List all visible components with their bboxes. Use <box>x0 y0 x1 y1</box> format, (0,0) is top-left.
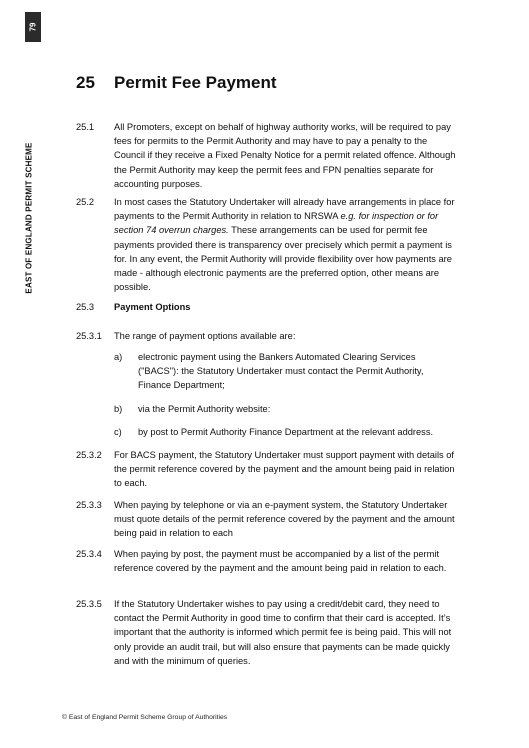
option-item-c <box>114 425 454 439</box>
subsection-title: Payment Options <box>114 302 191 312</box>
paragraph-text <box>114 195 456 294</box>
page-number: 79 <box>28 22 38 32</box>
paragraph-number: 25.3 <box>76 302 95 312</box>
paragraph-25-1 <box>76 120 456 191</box>
paragraph-text-part: In most cases the Statutory Undertaker will already have arrangements in place for payments to the Permit Authority in relation to NRSWA <box>114 197 455 222</box>
section-number: 25 <box>76 73 95 92</box>
option-item-b <box>114 402 454 416</box>
option-text: by post to Permit Authority Finance Department at the relevant address. <box>138 427 434 437</box>
paragraph-text: When paying by post, the payment must be accompanied by a list of the permit reference covered by the payment and the amount being paid in relation to each. <box>114 549 447 574</box>
paragraph-text-part: These arrangements can be used for permit fee payments provided there is transparency over precisely which permit a payment is for. In any event, the Permit Authority will provide flexibility over how payments are made - although electronic payments are the preferred option, other means are possible. <box>114 225 452 293</box>
option-letter: b) <box>114 404 123 414</box>
option-text: electronic payment using the Bankers Automated Clearing Services ("BACS"): the Statutory Undertaker must contact the Permit Authority, Finance Department; <box>138 352 424 391</box>
paragraph-25-3-5 <box>76 597 456 668</box>
option-text: via the Permit Authority website: <box>138 404 271 414</box>
option-letter: c) <box>114 427 122 437</box>
paragraph-25-2 <box>76 195 456 294</box>
paragraph-text: When paying by telephone or via an e-payment system, the Statutory Undertaker must quote details of the permit reference covered by the payment and the amount being paid in relation to each <box>114 500 455 539</box>
paragraph-25-3-4 <box>76 547 456 575</box>
paragraph-number: 25.3.5 <box>76 599 102 609</box>
paragraph-text-italic: e.g. for inspection or for section 74 overrun charges. <box>114 211 439 236</box>
paragraph-25-3-3 <box>76 498 456 541</box>
page-number-tab <box>25 12 41 42</box>
paragraph-25-3-1 <box>76 329 456 343</box>
paragraph-text: For BACS payment, the Statutory Undertaker must support payment with details of the permit reference covered by the payment and the amount being paid in relation to each. <box>114 450 455 489</box>
paragraph-number: 25.3.3 <box>76 500 102 510</box>
footer-copyright: © East of England Permit Scheme Group of Authorities <box>62 714 228 721</box>
paragraph-number: 25.3.4 <box>76 549 102 559</box>
side-document-title: EAST OF ENGLAND PERMIT SCHEME <box>24 142 34 294</box>
paragraph-text: All Promoters, except on behalf of highway authority works, will be required to pay fees for permits to the Permit Authority and may have to pay a penalty to the Council if they receive a Fixed Penalty Notice for a permit related offence. Although the Permit Authority may keep the permit fees and FPN penalties separate for accounting purposes. <box>114 122 456 189</box>
section-title: Permit Fee Payment <box>114 73 277 92</box>
paragraph-text: The range of payment options available are: <box>114 331 296 341</box>
section-heading <box>76 73 277 93</box>
option-item-a <box>114 350 454 393</box>
paragraph-number: 25.2 <box>76 197 95 207</box>
paragraph-text: If the Statutory Undertaker wishes to pay using a credit/debit card, they need to contact the Permit Authority in good time to confirm that their card is accepted. It’s important that the authority is informed which permit fee is being paid. This will not only provide an audit trail, but will also ensure that payments can be made quickly and with the minimum of queries. <box>114 599 452 666</box>
paragraph-25-3-2 <box>76 448 456 491</box>
paragraph-number: 25.3.1 <box>76 331 102 341</box>
paragraph-number: 25.3.2 <box>76 450 102 460</box>
paragraph-25-3 <box>76 300 456 314</box>
option-letter: a) <box>114 352 123 362</box>
paragraph-number: 25.1 <box>76 122 95 132</box>
